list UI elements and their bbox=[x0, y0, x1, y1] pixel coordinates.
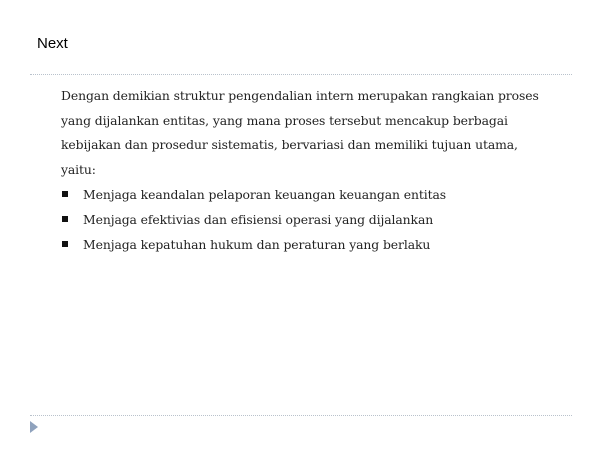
bullet-item bbox=[61, 182, 551, 207]
slide-title: Next bbox=[37, 35, 68, 52]
square-bullet-icon bbox=[62, 241, 68, 247]
bullet-list bbox=[61, 182, 551, 257]
bullet-text: Menjaga keandalan pelaporan keuangan keuangan entitas bbox=[83, 187, 447, 202]
bullet-item bbox=[61, 232, 551, 257]
bottom-divider bbox=[30, 415, 572, 416]
square-bullet-icon bbox=[62, 216, 68, 222]
play-triangle-icon[interactable] bbox=[30, 421, 38, 433]
top-divider bbox=[30, 74, 572, 75]
body-paragraph: Dengan demikian struktur pengendalian intern merupakan rangkaian proses yang dijalankan entitas, yang mana proses tersebut mencakup berbagai kebijakan dan prosedur sistematis, bervariasi dan memiliki tujuan utama, yaitu: bbox=[61, 88, 539, 177]
bullet-text: Menjaga efektivias dan efisiensi operasi yang dijalankan bbox=[83, 212, 434, 227]
bullet-item bbox=[61, 207, 551, 232]
slide-body bbox=[61, 84, 551, 257]
square-bullet-icon bbox=[62, 191, 68, 197]
bullet-text: Menjaga kepatuhan hukum dan peraturan yang berlaku bbox=[83, 237, 431, 252]
